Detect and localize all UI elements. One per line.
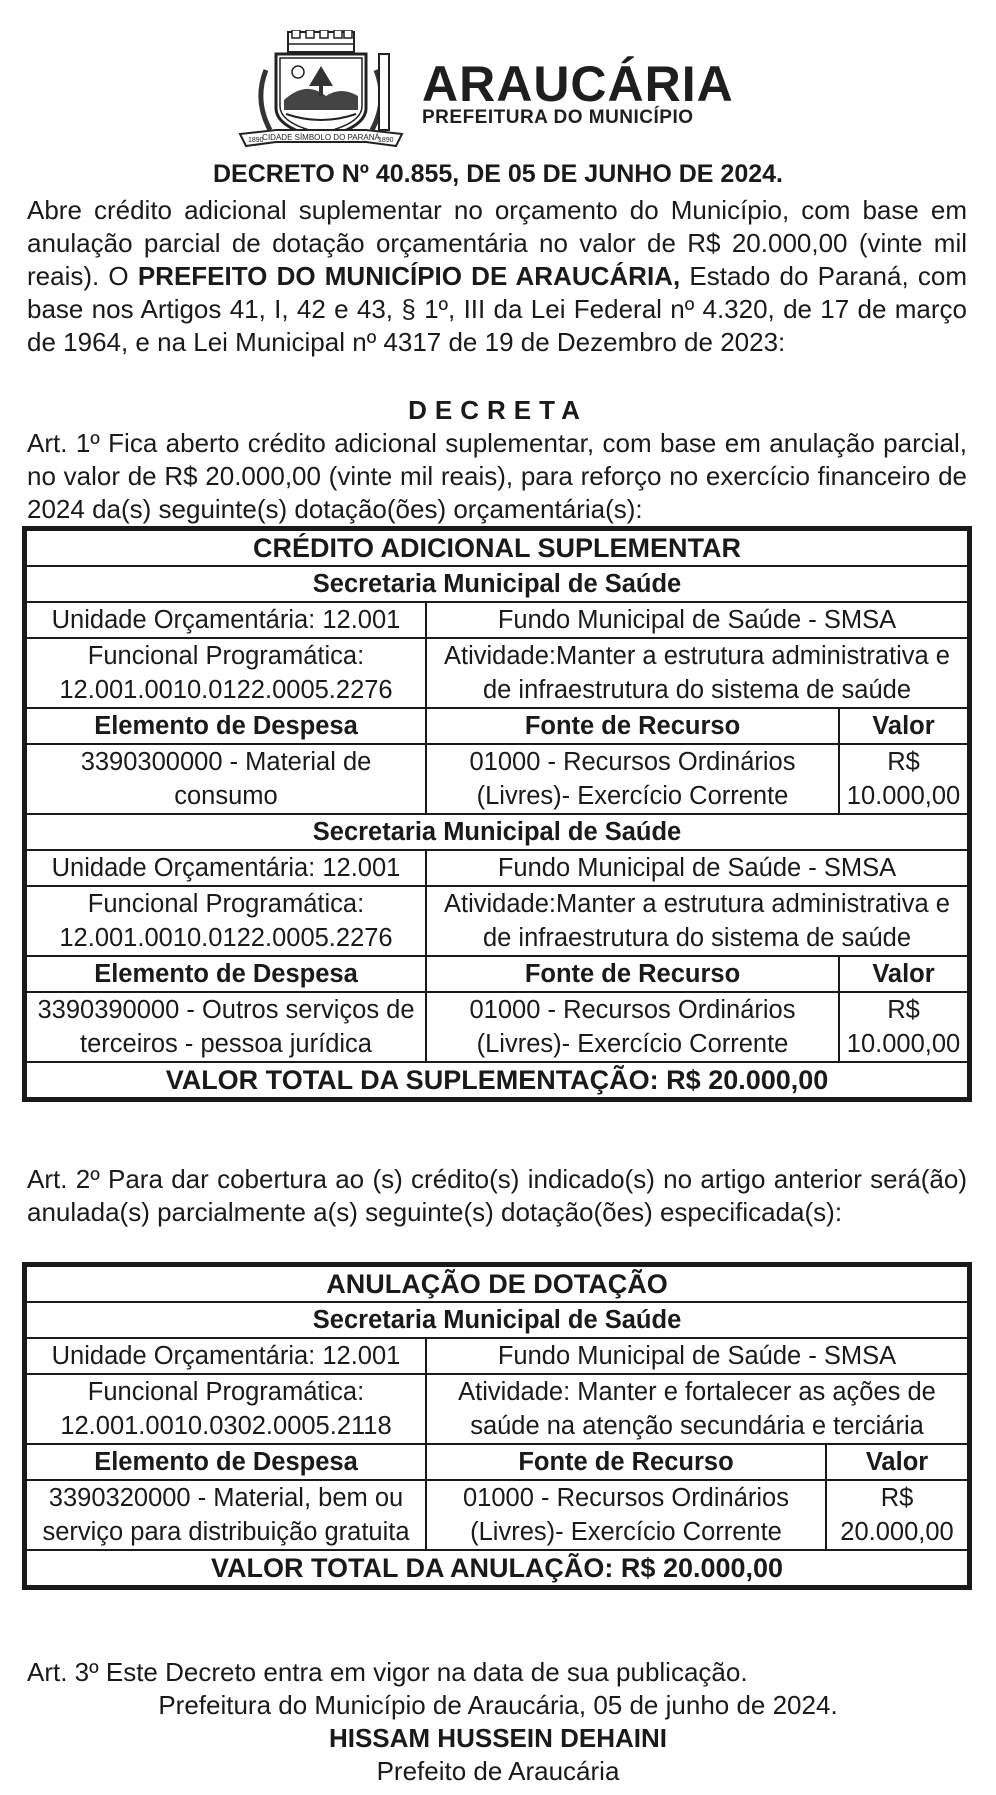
unidade-orcamentaria: Unidade Orçamentária: 12.001 (26, 850, 426, 886)
funcional-programatica (26, 638, 426, 708)
preamble-bold: PREFEITO DO MUNICÍPIO DE ARAUCÁRIA, (137, 261, 681, 291)
valor (839, 992, 968, 1062)
city-name: ARAUCÁRIA (422, 56, 734, 112)
annulment-table (25, 1265, 969, 1587)
funcional-label: Funcional Programática: (87, 1378, 365, 1406)
decree-title: DECRETO Nº 40.855, DE 05 DE JUNHO DE 2024. (212, 160, 783, 188)
coat-of-arms-icon (236, 30, 406, 148)
header-valor: Valor (839, 708, 968, 744)
header-valor: Valor (839, 956, 968, 992)
article-3: Art. 3º Este Decreto entra em vigor na data de sua publicação. (27, 1657, 748, 1687)
fundo: Fundo Municipal de Saúde - SMSA (426, 1338, 968, 1374)
credit-table (25, 529, 969, 1099)
preamble-text-2: Estado do Paraná, com base nos Artigos 41, I, 42 e 43, § 1º, III da Lei Federal nº 4.320, de 17 de março de 1964, e na Lei Municipal nº 4317 de 19 de Dezembro de 2023: (27, 261, 967, 357)
funcional-programatica (26, 886, 426, 956)
secretaria: Secretaria Municipal de Saúde (26, 566, 968, 602)
valor (826, 1480, 968, 1550)
annulment-total: VALOR TOTAL DA ANULAÇÃO: R$ 20.000,00 (26, 1550, 968, 1586)
funcional-label: Funcional Programática: (87, 642, 365, 670)
fonte-recurso: 01000 - Recursos Ordinários (Livres)- Exercício Corrente (426, 992, 839, 1062)
valor-currency: R$ (887, 996, 920, 1024)
elemento-despesa: 3390390000 - Outros serviços de terceiros - pessoa jurídica (26, 992, 426, 1062)
header-elemento: Elemento de Despesa (26, 708, 426, 744)
valor-currency: R$ (887, 748, 920, 776)
elemento-despesa: 3390300000 - Material de consumo (26, 744, 426, 814)
secretaria: Secretaria Municipal de Saúde (26, 1302, 968, 1338)
preamble (27, 194, 967, 359)
prefeitura-subtitle: PREFEITURA DO MUNICÍPIO (422, 107, 694, 128)
signer-role: Prefeito de Araucária (376, 1756, 620, 1786)
crest-motto: CIDADE SÍMBOLO DO PARANÁ (262, 133, 380, 142)
valor-amount: 20.000,00 (840, 1518, 954, 1546)
crest-year-left: 1890 (248, 137, 264, 144)
fonte-recurso: 01000 - Recursos Ordinários (Livres)- Exercício Corrente (426, 1480, 826, 1550)
fundo: Fundo Municipal de Saúde - SMSA (426, 850, 968, 886)
credit-table-title: CRÉDITO ADICIONAL SUPLEMENTAR (26, 530, 968, 566)
valor (839, 744, 968, 814)
atividade: Atividade:Manter a estrutura administrativa e de infraestrutura do sistema de saúde (426, 638, 968, 708)
secretaria: Secretaria Municipal de Saúde (26, 814, 968, 850)
fonte-recurso: 01000 - Recursos Ordinários (Livres)- Exercício Corrente (426, 744, 839, 814)
valor-amount: 10.000,00 (846, 782, 961, 810)
unidade-orcamentaria: Unidade Orçamentária: 12.001 (26, 602, 426, 638)
elemento-despesa: 3390320000 - Material, bem ou serviço para distribuição gratuita (26, 1480, 426, 1550)
header-fonte: Fonte de Recurso (426, 956, 839, 992)
header-valor: Valor (826, 1444, 968, 1480)
atividade: Atividade:Manter a estrutura administrativa e de infraestrutura do sistema de saúde (426, 886, 968, 956)
article-2: Art. 2º Para dar cobertura ao (s) crédito(s) indicado(s) no artigo anterior será(ão) anulada(s) parcialmente a(s) seguinte(s) dotação(ões) especificada(s): (27, 1164, 967, 1227)
decreta-heading: DECRETA (408, 395, 588, 425)
brand (422, 56, 734, 128)
annulment-table-title: ANULAÇÃO DE DOTAÇÃO (26, 1266, 968, 1302)
header-elemento: Elemento de Despesa (26, 1444, 426, 1480)
credit-total: VALOR TOTAL DA SUPLEMENTAÇÃO: R$ 20.000,00 (26, 1062, 968, 1098)
crest-year-right: 1890 (378, 137, 394, 144)
valor-currency: R$ (880, 1484, 914, 1512)
fundo: Fundo Municipal de Saúde - SMSA (426, 602, 968, 638)
place-date: Prefeitura do Município de Araucária, 05 de junho de 2024. (158, 1690, 838, 1720)
unidade-orcamentaria: Unidade Orçamentária: 12.001 (26, 1338, 426, 1374)
header-elemento: Elemento de Despesa (26, 956, 426, 992)
article-1: Art. 1º Fica aberto crédito adicional suplementar, com base em anulação parcial, no valor de R$ 20.000,00 (vinte mil reais), para reforço no exercício financeiro de 2024 da(s) seguinte(s) dotação(ões) orçamentária(s): (27, 428, 967, 524)
atividade: Atividade: Manter e fortalecer as ações de saúde na atenção secundária e terciária (426, 1374, 968, 1444)
valor-amount: 10.000,00 (846, 1030, 961, 1058)
preamble-text-1: Abre crédito adicional suplementar no orçamento do Município, com base em anulação parcial de dotação orçamentária no valor de R$ 20.000,00 (vinte mil reais). O (27, 195, 967, 291)
signer-name: HISSAM HUSSEIN DEHAINI (328, 1723, 668, 1753)
funcional-code: 12.001.0010.0302.0005.2118 (60, 1412, 392, 1440)
funcional-code: 12.001.0010.0122.0005.2276 (59, 924, 393, 952)
funcional-programatica (26, 1374, 426, 1444)
header-fonte: Fonte de Recurso (426, 708, 839, 744)
funcional-code: 12.001.0010.0122.0005.2276 (59, 676, 393, 704)
header (236, 30, 766, 148)
header-fonte: Fonte de Recurso (426, 1444, 826, 1480)
funcional-label: Funcional Programática: (87, 890, 365, 918)
